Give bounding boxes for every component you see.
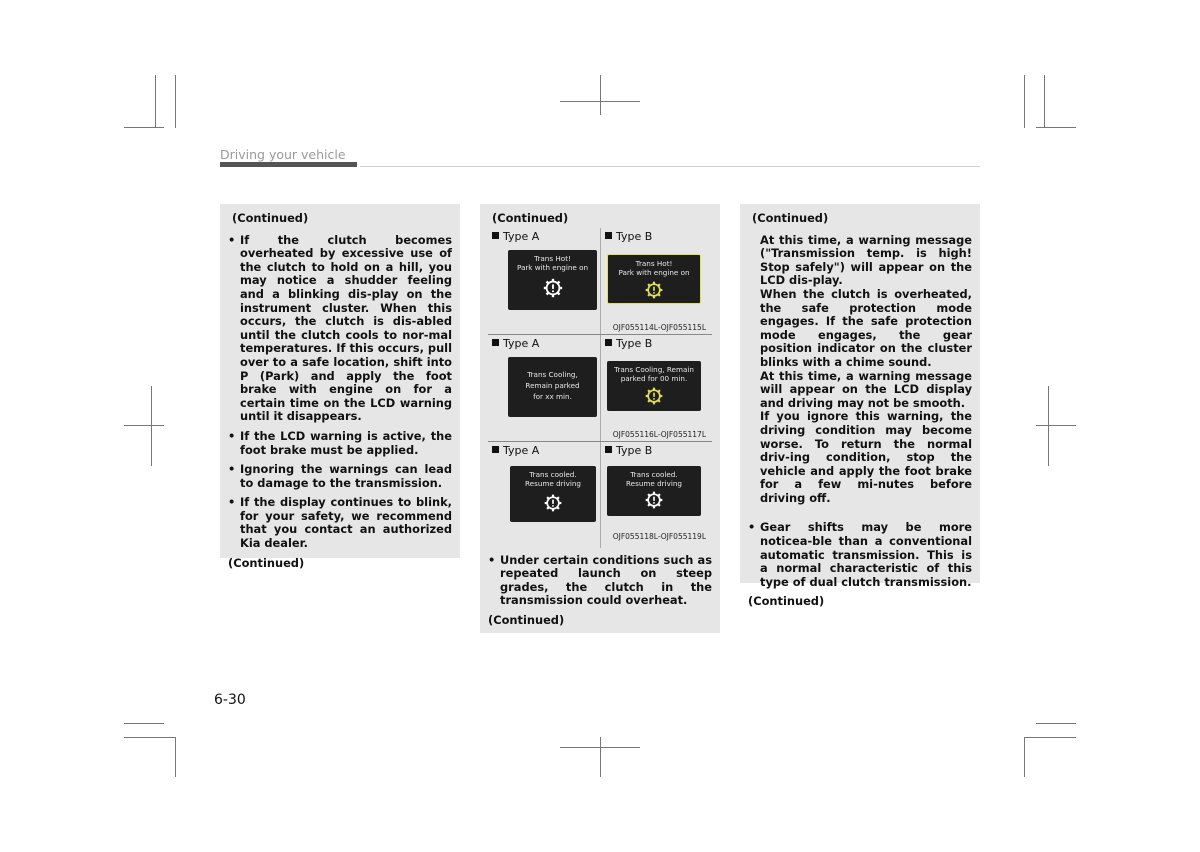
crop-mark [155,75,156,128]
type-label: Type B [616,229,653,243]
crop-mark [1036,127,1076,128]
lcd-text: Resume driving [525,478,581,488]
lcd-text: Trans Hot! [635,258,673,268]
transmission-gear-icon [543,493,563,513]
figure-row [488,335,712,442]
lcd-screen [607,361,701,411]
left-column [220,204,460,570]
lcd-text: Park with engine on [516,262,589,272]
lcd-text: Park with engine on [618,267,690,277]
lcd-text: Trans Hot! [534,253,571,263]
lcd-text: Trans cooled. [630,469,678,479]
crop-mark [1036,723,1076,724]
type-label: Type B [616,336,653,350]
square-bullet-icon [605,339,612,346]
type-label: Type A [503,229,540,243]
figure-type-a [492,442,600,548]
crop-mark [1044,75,1045,128]
crop-mark [1024,737,1025,777]
lcd-text: Resume driving [626,478,682,488]
lcd-screen [508,357,597,417]
lcd-screen [508,250,597,310]
middle-column [480,204,720,633]
lcd-text: Trans Cooling, [527,369,578,379]
crop-mark [175,75,176,128]
section-title: Driving your vehicle [220,147,346,162]
crop-mark [1024,737,1076,738]
list-item: • Gear shifts may be more noticea-ble than a conventional automatic transmission. This is a normal characteristic of this type of dual clutch transmission. [748,521,972,589]
square-bullet-icon [492,232,499,239]
square-bullet-icon [492,339,499,346]
right-column [740,204,980,609]
lcd-screen [607,466,701,516]
lcd-text: parked for 00 min. [620,373,688,383]
registration-mark [1048,386,1049,466]
registration-mark [1036,425,1076,426]
figure-code: OJF055118L-OJF055119L [612,531,706,541]
continued-label: (Continued) [488,612,565,627]
figure-type-a [492,335,600,441]
paragraph: At this time, a warning message ("Transmission temp. is high! Stop safely") will appear on the LCD dis-play. [760,232,972,288]
list-item: • If the LCD warning is active, the foot brake must be applied. [228,430,452,457]
registration-mark [151,386,152,466]
continued-label: (Continued) [752,211,829,225]
crop-mark [124,127,164,128]
lcd-screen [607,254,701,304]
paragraph: At this time, a warning message will appear on the LCD display and driving may not be smooth. [760,368,972,410]
figure-type-b [600,228,713,334]
figure-code: OJF055114L-OJF055115L [612,322,706,332]
continued-label: (Continued) [232,211,309,225]
list-item: • Ignoring the warnings can lead to damage to the transmission. [228,463,452,490]
bullet-list [748,521,972,589]
list-item: • If the clutch becomes overheated by excessive use of the clutch to hold on a hill, you may notice a shudder feeling and a blinking dis-play on the instrument cluster. When this occurs, the clutch is dis-abled until the clutch cools to nor-mal temperatures. If this occurs, pull over to a safe location, shift into P (Park) and apply the foot brake with engine on for a certain time on the LCD warning until it disappears. [228,234,452,424]
crop-mark [1024,75,1025,128]
type-label: Type A [503,443,540,457]
paragraph: If you ignore this warning, the driving condition may become worse. To return the normal driv-ing condition, stop the vehicle and apply the foot brake for a few mi-nutes before driving off. [760,409,972,505]
figure-row [488,228,712,335]
continued-label: (Continued) [228,555,305,570]
registration-mark [124,425,164,426]
square-bullet-icon [605,446,612,453]
square-bullet-icon [605,232,612,239]
page-number: 6-30 [214,692,246,708]
header-bar [220,162,357,167]
registration-mark [600,75,601,115]
lcd-text: for xx min. [533,391,572,401]
figure-type-a [492,228,600,334]
figure-code: OJF055116L-OJF055117L [612,429,706,439]
continued-label: (Continued) [748,594,825,609]
type-label: Type B [616,443,653,457]
bullet-list [228,234,452,551]
figure-row [488,442,712,548]
bullet-list [488,554,712,608]
list-item: • Under certain conditions such as repeated launch on steep grades, the clutch in the transmission could overheat. [488,554,712,608]
continued-label: (Continued) [492,211,569,225]
lcd-text: Trans Cooling, Remain [614,364,694,374]
registration-mark [600,737,601,777]
paragraph: When the clutch is overheated, the safe protection mode engages. If the safe protection mode engages, the gear position indicator on the cluster blinks with a chime sound. [760,286,972,369]
crop-mark [124,737,176,738]
header-rule [360,166,980,167]
transmission-gear-icon [542,277,564,299]
crop-mark [175,737,176,777]
figure-type-b [600,335,713,441]
transmission-gear-icon [644,490,664,510]
lcd-screen [510,466,596,522]
list-item: • If the display continues to blink, for your safety, we recommend that you contact an authorized Kia dealer. [228,496,452,550]
lcd-text: Remain parked [525,380,580,390]
crop-mark [124,723,164,724]
type-label: Type A [503,336,540,350]
transmission-gear-icon [644,280,664,300]
transmission-gear-icon [644,386,664,406]
lcd-text: Trans cooled. [529,469,577,479]
square-bullet-icon [492,446,499,453]
